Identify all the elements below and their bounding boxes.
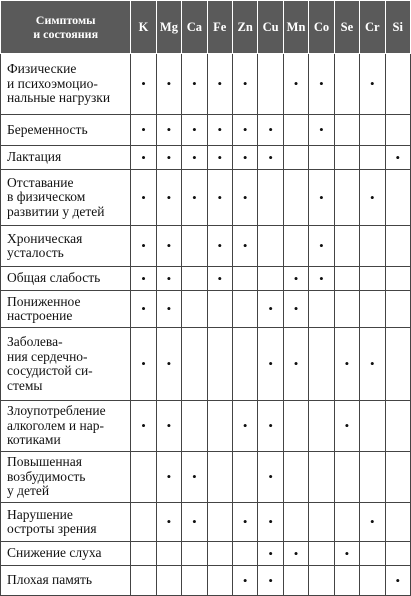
mark-cell-cr [360,328,385,401]
bullet-mark: • [192,149,197,165]
mark-cell-k [131,566,156,596]
bullet-mark: • [293,270,299,286]
mark-cell-si [385,146,410,170]
mark-cell-co [309,226,334,267]
bullet-mark: • [268,301,273,316]
mark-cell-mg [156,542,181,566]
mark-cell-mn [283,452,308,503]
mark-cell-se [334,226,359,267]
mark-cell-zn [232,267,257,291]
mark-cell-mn [283,226,308,267]
mark-cell-mn [283,115,308,146]
mark-cell-co [309,328,334,401]
mark-cell-k [131,401,156,452]
mark-cell-si [385,54,410,115]
mark-cell-ca [182,542,207,566]
mark-cell-cu [258,452,283,503]
bullet-mark: • [217,149,223,165]
mark-cell-zn [232,452,257,503]
header-element-co: Co [309,1,334,54]
mark-cell-si [385,267,410,291]
bullet-mark: • [217,122,223,137]
mark-cell-zn [232,503,257,542]
bullet-mark: • [217,270,223,286]
mark-cell-k [131,146,156,170]
bullet-mark: • [166,189,172,205]
mark-cell-k [131,291,156,328]
bullet-mark: • [141,76,146,91]
mark-cell-se [334,54,359,115]
bullet-mark: • [319,76,324,91]
mark-cell-co [309,452,334,503]
mark-cell-mg [156,115,181,146]
bullet-mark: • [319,270,324,286]
table-row [1,170,411,226]
mark-cell-k [131,115,156,146]
symptom-label: Отставание в физическом развитии у детей [1,170,131,226]
bullet-mark: • [242,514,248,529]
mark-cell-si [385,401,410,452]
bullet-mark: • [344,418,350,433]
bullet-mark: • [217,189,223,205]
mark-cell-ca [182,401,207,452]
mark-cell-co [309,170,334,226]
mark-cell-cr [360,503,385,542]
mark-cell-cr [360,115,385,146]
table-row [1,503,411,542]
mark-cell-fe [207,542,232,566]
mark-cell-si [385,328,410,401]
bullet-mark: • [166,238,172,253]
mark-cell-zn [232,146,257,170]
mark-cell-mg [156,146,181,170]
bullet-mark: • [268,149,273,165]
header-element-zn: Zn [232,1,257,54]
mark-cell-ca [182,54,207,115]
mark-cell-mn [283,146,308,170]
table-row [1,54,411,115]
header-element-se: Se [334,1,359,54]
mark-cell-fe [207,267,232,291]
bullet-mark: • [217,238,223,253]
table-row [1,328,411,401]
symptom-label: Повышенная возбудимость у детей [1,452,131,503]
header-element-mn: Mn [283,1,308,54]
mark-cell-se [334,401,359,452]
mark-cell-ca [182,328,207,401]
mark-cell-mn [283,54,308,115]
bullet-mark: • [319,189,324,205]
mark-cell-fe [207,401,232,452]
bullet-mark: • [166,469,172,484]
bullet-mark: • [395,149,401,165]
mark-cell-ca [182,566,207,596]
table-row [1,542,411,566]
mark-cell-cr [360,291,385,328]
bullet-mark: • [268,545,273,561]
bullet-mark: • [293,356,299,371]
mark-cell-cu [258,146,283,170]
mark-cell-fe [207,54,232,115]
mark-cell-si [385,115,410,146]
symptom-label: Лактация [1,146,131,170]
mark-cell-mg [156,503,181,542]
mark-cell-mn [283,401,308,452]
mark-cell-ca [182,226,207,267]
mark-cell-fe [207,146,232,170]
bullet-mark: • [242,418,248,433]
mark-cell-si [385,503,410,542]
bullet-mark: • [141,356,146,371]
mark-cell-si [385,566,410,596]
mark-cell-mg [156,401,181,452]
bullet-mark: • [192,469,197,484]
mark-cell-co [309,401,334,452]
bullet-mark: • [319,122,324,137]
mark-cell-fe [207,566,232,596]
header-element-si: Si [385,1,410,54]
mark-cell-mg [156,566,181,596]
mark-cell-cu [258,542,283,566]
mark-cell-ca [182,115,207,146]
mark-cell-cu [258,54,283,115]
mark-cell-ca [182,291,207,328]
mark-cell-cu [258,328,283,401]
mark-cell-si [385,226,410,267]
mark-cell-k [131,54,156,115]
mark-cell-se [334,328,359,401]
header-element-cu: Cu [258,1,283,54]
mark-cell-cr [360,401,385,452]
bullet-mark: • [268,356,273,371]
bullet-mark: • [293,76,299,91]
mark-cell-se [334,503,359,542]
mark-cell-cu [258,503,283,542]
mark-cell-se [334,115,359,146]
mark-cell-cu [258,291,283,328]
bullet-mark: • [242,149,248,165]
mark-cell-cr [360,146,385,170]
mark-cell-k [131,170,156,226]
mark-cell-cr [360,226,385,267]
bullet-mark: • [217,76,223,91]
mark-cell-fe [207,503,232,542]
mark-cell-se [334,566,359,596]
mark-cell-zn [232,170,257,226]
mark-cell-se [334,452,359,503]
bullet-mark: • [242,122,248,137]
mark-cell-k [131,328,156,401]
bullet-mark: • [166,301,172,316]
bullet-mark: • [319,238,324,253]
bullet-mark: • [344,356,350,371]
mark-cell-ca [182,503,207,542]
header-element-k: K [131,1,156,54]
table-row [1,401,411,452]
bullet-mark: • [141,418,146,433]
bullet-mark: • [166,418,172,433]
mark-cell-se [334,291,359,328]
mark-cell-cr [360,54,385,115]
mark-cell-ca [182,170,207,226]
bullet-mark: • [242,189,248,205]
mark-cell-mn [283,566,308,596]
mark-cell-zn [232,542,257,566]
bullet-mark: • [293,301,299,316]
symptom-label: Плохая память [1,566,131,596]
mark-cell-cu [258,401,283,452]
mark-cell-se [334,170,359,226]
mark-cell-co [309,146,334,170]
mark-cell-se [334,267,359,291]
table-row [1,115,411,146]
bullet-mark: • [242,76,248,91]
bullet-mark: • [141,122,146,137]
header-element-ca: Ca [182,1,207,54]
mark-cell-k [131,267,156,291]
mark-cell-mg [156,291,181,328]
mark-cell-zn [232,328,257,401]
bullet-mark: • [268,418,273,433]
symptom-label: Беременность [1,115,131,146]
bullet-mark: • [166,122,172,137]
mark-cell-mg [156,170,181,226]
bullet-mark: • [242,238,248,253]
mark-cell-si [385,542,410,566]
mark-cell-si [385,291,410,328]
bullet-mark: • [370,76,375,91]
mark-cell-mn [283,170,308,226]
mark-cell-se [334,146,359,170]
mark-cell-mn [283,267,308,291]
symptom-label: Злоупотребление алкоголем и нар- котиками [1,401,131,452]
mark-cell-co [309,566,334,596]
bullet-mark: • [166,149,172,165]
bullet-mark: • [268,469,273,484]
mark-cell-cu [258,566,283,596]
bullet-mark: • [268,514,273,529]
bullet-mark: • [370,189,375,205]
mark-cell-zn [232,291,257,328]
symptom-label: Общая слабость [1,267,131,291]
mark-cell-cu [258,226,283,267]
mark-cell-cu [258,267,283,291]
bullet-mark: • [293,545,299,561]
mark-cell-cu [258,170,283,226]
mark-cell-co [309,542,334,566]
mark-cell-co [309,115,334,146]
table-row [1,291,411,328]
table-body [1,54,411,596]
mark-cell-zn [232,115,257,146]
mark-cell-co [309,503,334,542]
mark-cell-fe [207,115,232,146]
mark-cell-fe [207,452,232,503]
mark-cell-fe [207,328,232,401]
bullet-mark: • [344,545,350,561]
mark-cell-co [309,267,334,291]
mark-cell-co [309,54,334,115]
symptom-label: Хроническая усталость [1,226,131,267]
mark-cell-zn [232,401,257,452]
mark-cell-k [131,226,156,267]
header-symptoms: Симптомы и состояния [1,1,131,54]
bullet-mark: • [192,76,197,91]
mark-cell-se [334,542,359,566]
symptom-label: Пониженное настроение [1,291,131,328]
mark-cell-ca [182,452,207,503]
header-element-fe: Fe [207,1,232,54]
bullet-mark: • [268,572,273,588]
bullet-mark: • [166,514,172,529]
table-row [1,267,411,291]
mark-cell-si [385,452,410,503]
bullet-mark: • [192,122,197,137]
mark-cell-ca [182,267,207,291]
symptom-label: Снижение слуха [1,542,131,566]
symptom-label: Заболева- ния сердечно- сосудистой си- стемы [1,328,131,401]
mark-cell-cu [258,115,283,146]
mark-cell-fe [207,291,232,328]
bullet-mark: • [166,356,172,371]
mark-cell-zn [232,54,257,115]
mark-cell-mn [283,328,308,401]
table-row [1,566,411,596]
mark-cell-co [309,291,334,328]
mark-cell-si [385,170,410,226]
header-row [1,1,411,54]
mark-cell-mn [283,542,308,566]
bullet-mark: • [141,270,146,286]
table-row [1,226,411,267]
mark-cell-k [131,452,156,503]
mark-cell-k [131,503,156,542]
bullet-mark: • [370,356,375,371]
mark-cell-mg [156,452,181,503]
mark-cell-cr [360,170,385,226]
bullet-mark: • [192,514,197,529]
mark-cell-k [131,542,156,566]
mark-cell-cr [360,566,385,596]
mark-cell-fe [207,226,232,267]
mark-cell-mn [283,291,308,328]
bullet-mark: • [242,572,248,588]
bullet-mark: • [166,76,172,91]
bullet-mark: • [268,122,273,137]
header-element-cr: Cr [360,1,385,54]
table-row [1,452,411,503]
mark-cell-zn [232,226,257,267]
mark-cell-mg [156,267,181,291]
mark-cell-mg [156,328,181,401]
symptom-label: Нарушение остроты зрения [1,503,131,542]
mark-cell-fe [207,170,232,226]
bullet-mark: • [141,238,146,253]
mark-cell-mg [156,226,181,267]
mark-cell-cr [360,452,385,503]
mark-cell-zn [232,566,257,596]
mark-cell-mn [283,503,308,542]
table-row [1,146,411,170]
bullet-mark: • [141,301,146,316]
mark-cell-cr [360,542,385,566]
bullet-mark: • [192,189,197,205]
header-element-mg: Mg [156,1,181,54]
mark-cell-cr [360,267,385,291]
bullet-mark: • [370,514,375,529]
mark-cell-mg [156,54,181,115]
symptom-label: Физические и психоэмоцио- нальные нагрузки [1,54,131,115]
bullet-mark: • [141,149,146,165]
bullet-mark: • [395,572,401,588]
bullet-mark: • [141,189,146,205]
bullet-mark: • [166,270,172,286]
mark-cell-ca [182,146,207,170]
